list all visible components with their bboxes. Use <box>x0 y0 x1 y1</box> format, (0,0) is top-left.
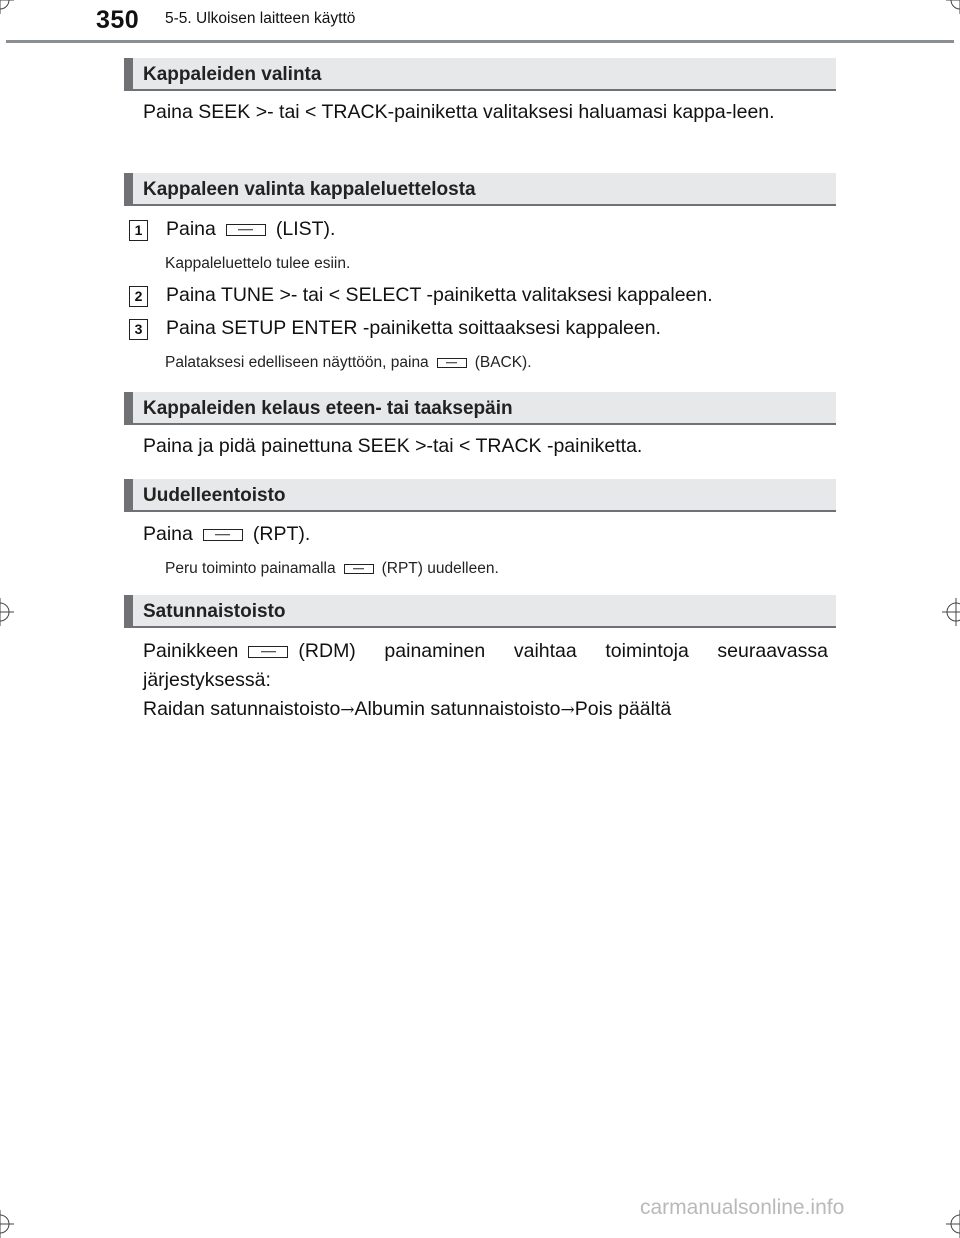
step-2-text: Paina TUNE >- tai < SELECT -painiketta valitaksesi kappaleen. <box>166 284 713 306</box>
note-repeat <box>165 560 499 578</box>
registration-mark-mid-left <box>0 598 14 626</box>
heading-fast-forward <box>124 392 836 425</box>
list-button-icon <box>226 224 266 236</box>
note-repeat-before: Peru toiminto painamalla <box>165 560 336 577</box>
page-header <box>0 0 960 48</box>
step-number-2: 2 <box>129 286 148 307</box>
header-rule <box>6 40 954 43</box>
running-title: 5-5. Ulkoisen laitteen käyttö <box>165 10 356 27</box>
repeat-text-before: Paina <box>143 523 193 545</box>
heading-repeat <box>124 479 836 512</box>
watermark: carmanualsonline.info <box>640 1196 845 1219</box>
random-seq-1: Raidan satunnaistoisto <box>143 698 341 720</box>
note-repeat-after: (RPT) uudelleen. <box>381 560 499 577</box>
arrow-icon: → <box>560 700 575 720</box>
note-back-before: Palataksesi edelliseen näyttöön, paina <box>165 354 429 371</box>
heading-fast-forward-label: Kappaleiden kelaus eteen- tai taaksepäin <box>143 398 513 419</box>
step-number-3: 3 <box>129 319 148 340</box>
heading-repeat-label: Uudelleentoisto <box>143 485 286 506</box>
repeat-text <box>143 520 828 549</box>
fast-forward-text: Paina ja pidä painettuna SEEK >-tai < TRACK -painiketta. <box>143 435 643 457</box>
rpt-button-icon-small <box>344 564 374 574</box>
step-3-text: Paina SETUP ENTER -painiketta soittaaksesi kappaleen. <box>166 317 661 339</box>
rpt-button-icon <box>203 529 243 541</box>
back-button-icon <box>437 358 467 368</box>
note-back <box>165 354 532 372</box>
registration-mark-bottom-right <box>946 1210 960 1238</box>
heading-track-select <box>124 58 836 91</box>
heading-random <box>124 595 836 628</box>
random-text <box>143 637 828 694</box>
random-seq-3: Pois päältä <box>574 698 672 720</box>
step-number-1: 1 <box>129 220 148 241</box>
registration-mark-mid-right <box>942 598 960 626</box>
random-text-after: (RDM) painaminen vaihtaa toimintoja seuraavassa järjestyksessä: <box>143 640 828 691</box>
note-back-after: (BACK). <box>474 354 532 371</box>
random-text-before: Painikkeen <box>143 640 239 662</box>
heading-track-list <box>124 173 836 206</box>
rdm-button-icon <box>248 646 288 658</box>
note-list-appears: Kappaleluettelo tulee esiin. <box>165 255 351 272</box>
heading-track-list-label: Kappaleen valinta kappaleluettelosta <box>143 179 476 200</box>
arrow-icon: → <box>340 700 355 720</box>
random-sequence <box>143 695 828 725</box>
repeat-text-after: (RPT). <box>252 523 311 545</box>
random-seq-2: Albumin satunnaistoisto <box>354 698 561 720</box>
heading-track-select-label: Kappaleiden valinta <box>143 64 322 85</box>
step-1-text-before: Paina <box>166 218 216 240</box>
step-1-text-after: (LIST). <box>275 218 336 240</box>
registration-mark-bottom-left <box>0 1210 14 1238</box>
heading-random-label: Satunnaistoisto <box>143 601 286 622</box>
track-select-text: Paina SEEK >- tai < TRACK-painiketta valitaksesi haluamasi kappa-leen. <box>143 101 775 123</box>
page-number: 350 <box>96 6 140 34</box>
